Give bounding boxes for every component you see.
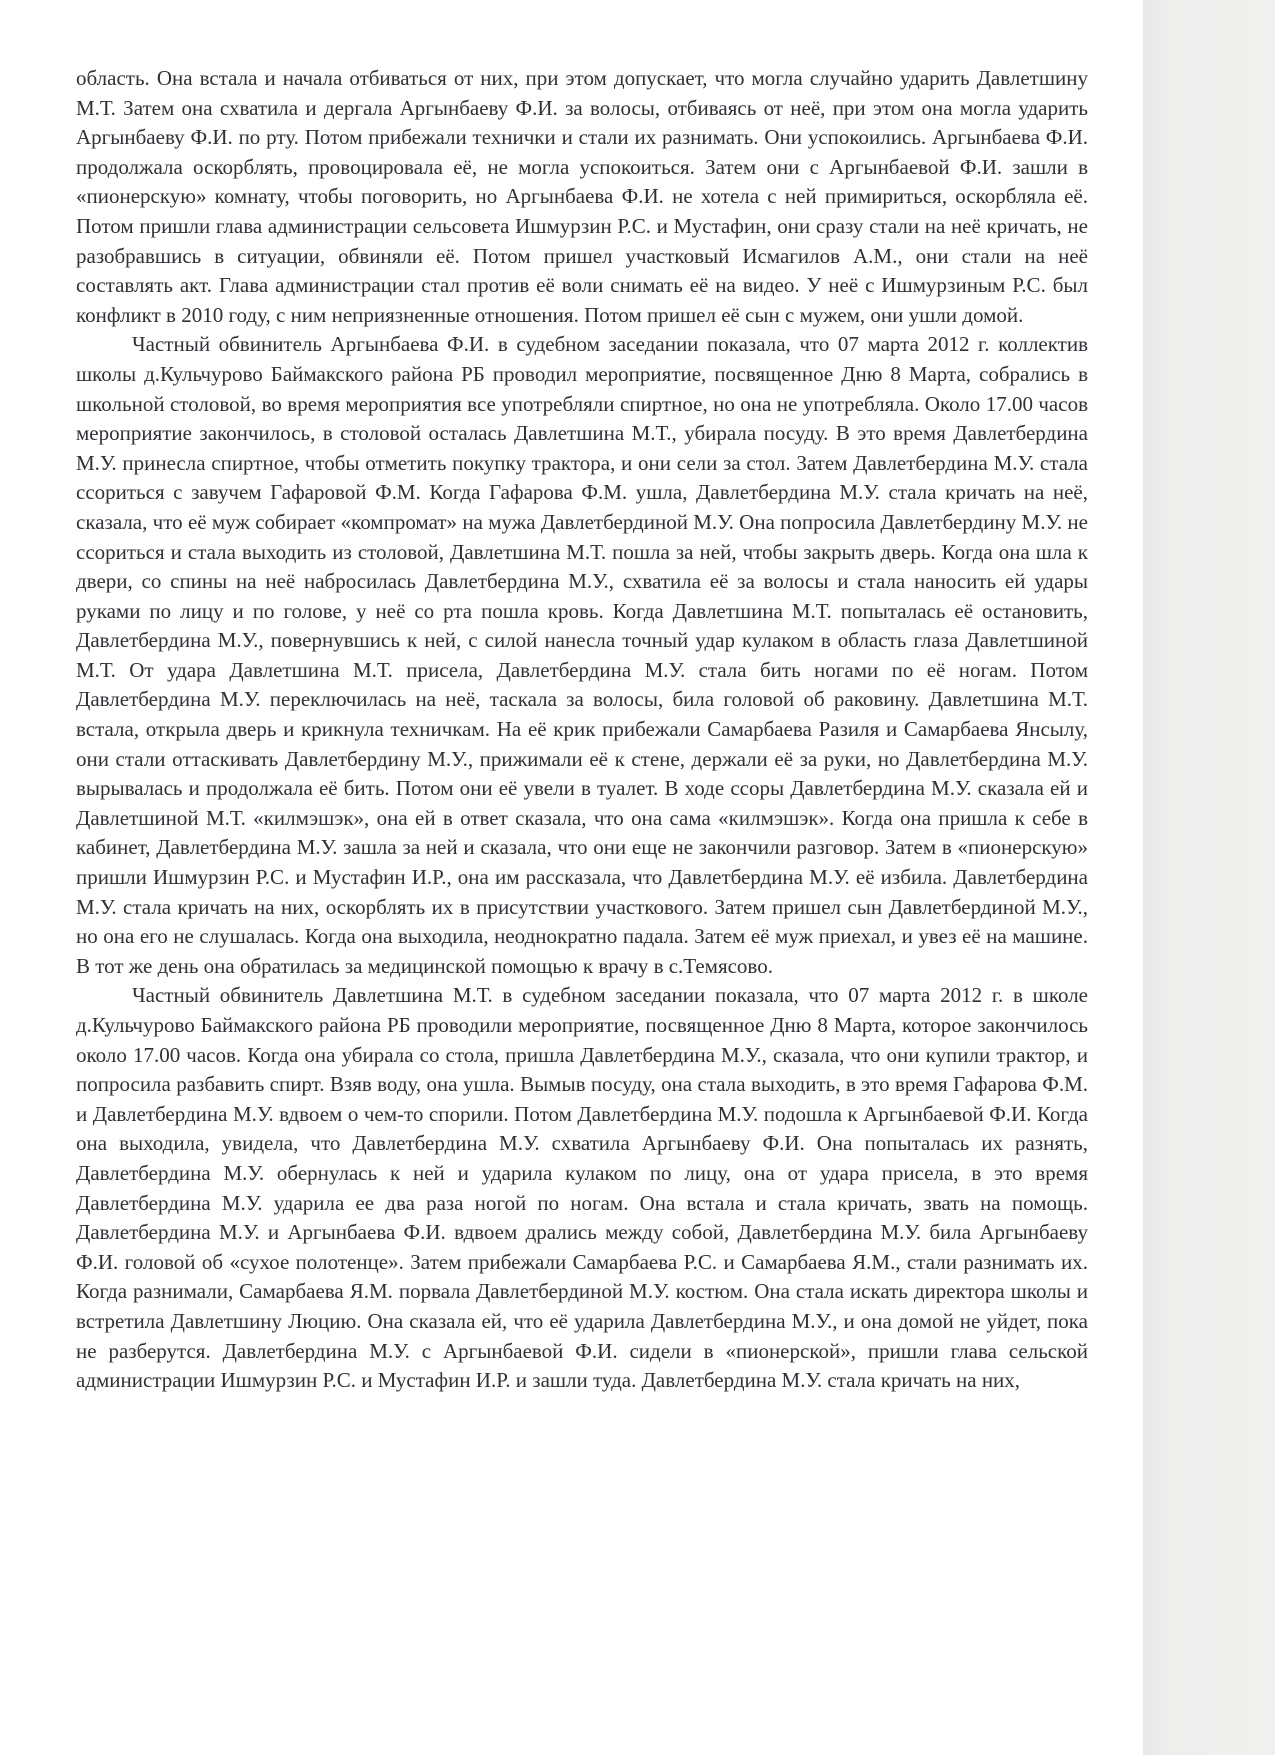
paragraph-continuation: область. Она встала и начала отбиваться от них, при этом допускает, что могла случайно ударить Давлетшину М.Т. Затем она схватила и дергала Аргынбаеву Ф.И. за волосы, отбиваясь от неё, при этом она могла ударить Аргынбаеву Ф.И. по рту. Потом прибежали технички и стали их разнимать. Они успокоились. Аргынбаева Ф.И. продолжала оскорблять, провоцировала её, не могла успокоиться. Затем они с Аргынбаевой Ф.И. зашли в «пионерскую» комнату, чтобы поговорить, но Аргынбаева Ф.И. не хотела с ней примириться, оскорбляла её. Потом пришли глава администрации сельсовета Ишмурзин Р.С. и Мустафин, они сразу стали на неё кричать, не разобравшись в ситуации, обвиняли её. Потом пришел участковый Исмагилов А.М., они стали на неё составлять акт. Глава администрации стал против её воли снимать её на видео. У неё с Ишмурзиным Р.С. был конфликт в 2010 году, с ним неприязненные отношения. Потом пришел её сын с мужем, они ушли домой.: [76, 66, 1088, 327]
document-body: [76, 64, 1088, 1396]
scanner-margin: [1143, 0, 1275, 1755]
paragraph-davletshina-testimony: Частный обвинитель Давлетшина М.Т. в судебном заседании показала, что 07 марта 2012 г. в школе д.Кульчурово Баймакского района РБ проводили мероприятие, посвященное Дню 8 Марта, которое закончилось около 17.00 часов. Когда она убирала со стола, пришла Давлетбердина М.У., сказала, что они купили трактор, и попросила разбавить спирт. Взяв воду, она ушла. Вымыв посуду, она стала выходить, в это время Гафарова Ф.М. и Давлетбердина М.У. вдвоем о чем-то спорили. Потом Давлетбердина М.У. подошла к Аргынбаевой Ф.И. Когда она выходила, увидела, что Давлетбердина М.У. схватила Аргынбаеву Ф.И. Она попыталась их разнять, Давлетбердина М.У. обернулась к ней и ударила кулаком по лицу, она от удара присела, в это время Давлетбердина М.У. ударила ее два раза ногой по ногам. Она встала и стала кричать, звать на помощь. Давлетбердина М.У. и Аргынбаева Ф.И. вдвоем дрались между собой, Давлетбердина М.У. била Аргынбаеву Ф.И. головой об «сухое полотенце». Затем прибежали Самарбаева Р.С. и Самарбаева Я.М., стали разнимать их. Когда разнимали, Самарбаева Я.М. порвала Давлетбердиной М.У. костюм. Она стала искать директора школы и встретила Давлетшину Люцию. Она сказала ей, что её ударила Давлетбердина М.У., и она домой не уйдет, пока не разберутся. Давлетбердина М.У. с Аргынбаевой Ф.И. сидели в «пионерской», пришли глава сельской администрации Ишмурзин Р.С. и Мустафин И.Р. и зашли туда. Давлетбердина М.У. стала кричать на них,: [76, 983, 1088, 1393]
paragraph-argynbaeva-testimony: Частный обвинитель Аргынбаева Ф.И. в судебном заседании показала, что 07 марта 2012 г. коллектив школы д.Кульчурово Баймакского района РБ проводил мероприятие, посвященное Дню 8 Марта, собрались в школьной столовой, во время мероприятия все употребляли спиртное, но она не употребляла. Около 17.00 часов мероприятие закончилось, в столовой осталась Давлетшина М.Т., убирала посуду. В это время Давлетбердина М.У. принесла спиртное, чтобы отметить покупку трактора, и они сели за стол. Затем Давлетбердина М.У. стала ссориться с завучем Гафаровой Ф.М. Когда Гафарова Ф.М. ушла, Давлетбердина М.У. стала кричать на неё, сказала, что её муж собирает «компромат» на мужа Давлетбердиной М.У. Она попросила Давлетбердину М.У. не ссориться и стала выходить из столовой, Давлетшина М.Т. пошла за ней, чтобы закрыть дверь. Когда она шла к двери, со спины на неё набросилась Давлетбердина М.У., схватила её за волосы и стала наносить ей удары руками по лицу и по голове, у неё со рта пошла кровь. Когда Давлетшина М.Т. попыталась её остановить, Давлетбердина М.У., повернувшись к ней, с силой нанесла точный удар кулаком в область глаза Давлетшиной М.Т. От удара Давлетшина М.Т. присела, Давлетбердина М.У. стала бить ногами по её ногам. Потом Давлетбердина М.У. переключилась на неё, таскала за волосы, била головой об раковину. Давлетшина М.Т. встала, открыла дверь и крикнула техничкам. На её крик прибежали Самарбаева Разиля и Самарбаева Янсылу, они стали оттаскивать Давлетбердину М.У., прижимали её к стене, держали её за руки, но Давлетбердина М.У. вырывалась и продолжала её бить. Потом они её увели в туалет. В ходе ссоры Давлетбердина М.У. сказала ей и Давлетшиной М.Т. «килмэшэк», она ей в ответ сказала, что она сама «килмэшэк». Когда она пришла к себе в кабинет, Давлетбердина М.У. зашла за ней и сказала, что они еще не закончили разговор. Затем в «пионерскую» пришли Ишмурзин Р.С. и Мустафин И.Р., она им рассказала, что Давлетбердина М.У. её избила. Давлетбердина М.У. стала кричать на них, оскорблять их в присутствии участкового. Затем пришел сын Давлетбердиной М.У., но она его не слушалась. Когда она выходила, неоднократно падала. Затем её муж приехал, и увез её на машине. В тот же день она обратилась за медицинской помощью к врачу в с.Темясово.: [76, 332, 1088, 978]
